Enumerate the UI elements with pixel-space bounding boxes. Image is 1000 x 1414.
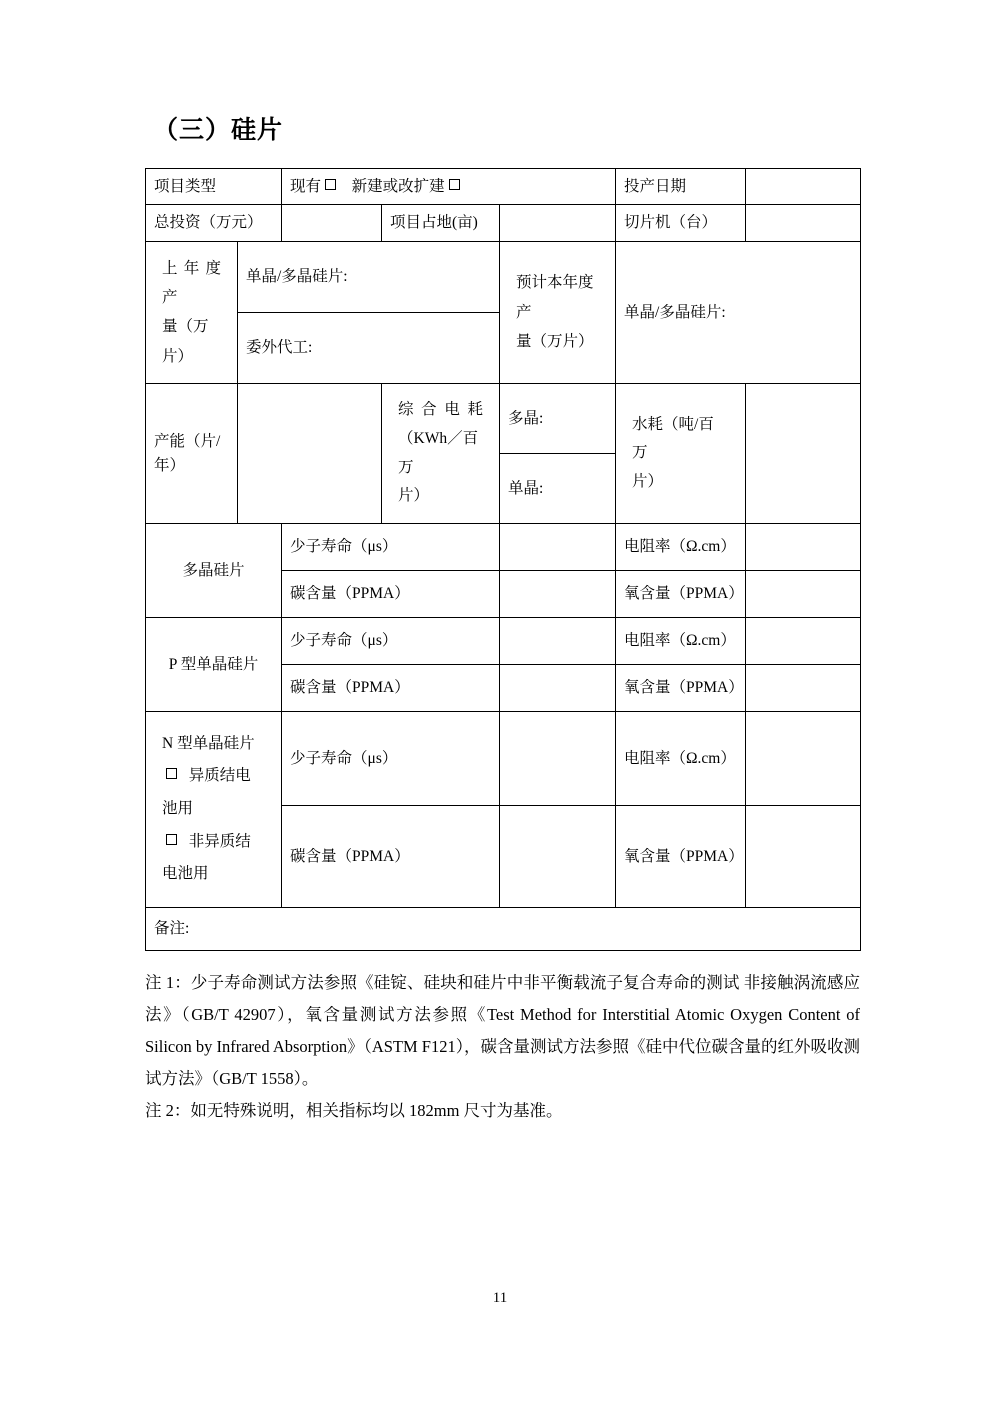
n-type-lifetime-label: 少子寿命（μs） — [282, 711, 500, 806]
multi-wafer-carbon-label: 碳含量（PPMA） — [282, 570, 500, 617]
existing-option-label: 现有 — [290, 178, 322, 195]
n-type-resistivity-label: 电阻率（Ω.cm） — [616, 711, 746, 806]
non-heterojunction-checkbox[interactable] — [166, 834, 177, 845]
p-type-carbon-value[interactable] — [500, 664, 616, 711]
notes-block — [145, 967, 860, 1128]
last-year-output-label-line1: 上 年 度 产 — [162, 259, 221, 306]
energy-multi-label[interactable]: 多晶: — [500, 384, 616, 454]
n-type-oxygen-value[interactable] — [746, 806, 861, 907]
slicer-count-label: 切片机（台） — [616, 205, 746, 241]
capacity-value[interactable] — [238, 384, 382, 524]
n-type-option-1[interactable] — [162, 760, 265, 825]
water-label-line1: 水耗（吨/百万 — [632, 415, 714, 462]
slicer-count-value[interactable] — [746, 205, 861, 241]
land-area-value[interactable] — [500, 205, 616, 241]
production-date-value[interactable] — [746, 169, 861, 205]
production-date-label: 投产日期 — [616, 169, 746, 205]
remark-label[interactable]: 备注: — [146, 907, 861, 950]
table-row-capacity-energy — [146, 384, 861, 454]
last-year-mono-multi-wafer[interactable]: 单晶/多晶硅片: — [238, 241, 500, 312]
water-label-line2: 片） — [632, 472, 664, 490]
multi-wafer-resistivity-value[interactable] — [746, 523, 861, 570]
energy-label-line1: 综 合 电 耗 — [398, 401, 484, 419]
n-type-wafer-name-cell — [146, 711, 282, 907]
multi-wafer-lifetime-value[interactable] — [500, 523, 616, 570]
p-type-resistivity-value[interactable] — [746, 617, 861, 664]
table-row-last-year-output-1 — [146, 241, 861, 312]
p-type-oxygen-label: 氧含量（PPMA） — [616, 664, 746, 711]
n-type-oxygen-label: 氧含量（PPMA） — [616, 806, 746, 907]
n-type-resistivity-value[interactable] — [746, 711, 861, 806]
non-heterojunction-label: 非异质结电池用 — [162, 832, 251, 883]
table-row-investment — [146, 205, 861, 241]
total-investment-label: 总投资（万元） — [146, 205, 282, 241]
project-type-label: 项目类型 — [146, 169, 282, 205]
note-2: 注 2：如无特殊说明，相关指标均以 182mm 尺寸为基准。 — [145, 1101, 563, 1121]
table-row-multi-wafer-1 — [146, 523, 861, 570]
water-consumption-label — [616, 384, 746, 524]
last-year-outsourced[interactable]: 委外代工: — [238, 312, 500, 383]
n-type-carbon-label: 碳含量（PPMA） — [282, 806, 500, 907]
multi-wafer-name: 多晶硅片 — [146, 523, 282, 617]
note-1: 注 1：少子寿命测试方法参照《硅锭、硅块和硅片中非平衡载流子复合寿命的测试 非接触涡流感应法》（GB/T 42907），氧含量测试方法参照《Test Method for Interstitial Atomic Oxygen Content of Silicon by Infrared Absorption》（ASTM F121），碳含量测试方法参照《硅中代位碳含量的红外吸收测试方法》（GB/T 1558）。 — [145, 972, 860, 1089]
p-type-carbon-label: 碳含量（PPMA） — [282, 664, 500, 711]
multi-wafer-carbon-value[interactable] — [500, 570, 616, 617]
project-type-options[interactable] — [282, 169, 616, 205]
last-year-output-label-line2: 量（万片） — [162, 318, 209, 365]
this-year-output-label — [500, 241, 616, 384]
new-expand-option-label: 新建或改扩建 — [351, 178, 445, 195]
multi-wafer-oxygen-value[interactable] — [746, 570, 861, 617]
page-content — [145, 110, 860, 1128]
table-row-remark — [146, 907, 861, 950]
silicon-wafer-form-table — [145, 168, 861, 951]
this-year-output-label-line2: 量（万片） — [516, 333, 594, 351]
table-row-project-type — [146, 169, 861, 205]
n-type-option-2[interactable] — [162, 826, 265, 891]
n-type-lifetime-value[interactable] — [500, 711, 616, 806]
table-row-n-type-1 — [146, 711, 861, 806]
last-year-output-label — [146, 241, 238, 384]
p-type-oxygen-value[interactable] — [746, 664, 861, 711]
water-consumption-value[interactable] — [746, 384, 861, 524]
energy-consumption-label — [382, 384, 500, 524]
p-type-lifetime-value[interactable] — [500, 617, 616, 664]
p-type-resistivity-label: 电阻率（Ω.cm） — [616, 617, 746, 664]
this-year-output-label-line1: 预计本年度产 — [516, 274, 594, 321]
n-type-carbon-value[interactable] — [500, 806, 616, 907]
energy-label-line2: （KWh／百万 — [398, 429, 479, 476]
land-area-label: 项目占地(亩) — [382, 205, 500, 241]
section-title: （三）硅片 — [153, 117, 284, 144]
heterojunction-label: 异质结电池用 — [162, 767, 251, 818]
energy-mono-label[interactable]: 单晶: — [500, 454, 616, 524]
multi-wafer-lifetime-label: 少子寿命（μs） — [282, 523, 500, 570]
multi-wafer-oxygen-label: 氧含量（PPMA） — [616, 570, 746, 617]
p-type-wafer-name: P 型单晶硅片 — [146, 617, 282, 711]
energy-label-line3: 片） — [398, 487, 430, 505]
table-row-p-type-1 — [146, 617, 861, 664]
capacity-label: 产能（片/年） — [146, 384, 238, 524]
heterojunction-checkbox[interactable] — [166, 768, 177, 779]
multi-wafer-resistivity-label: 电阻率（Ω.cm） — [616, 523, 746, 570]
existing-checkbox[interactable] — [325, 179, 336, 190]
p-type-lifetime-label: 少子寿命（μs） — [282, 617, 500, 664]
n-type-wafer-name: N 型单晶硅片 — [162, 734, 255, 752]
this-year-mono-multi-wafer[interactable]: 单晶/多晶硅片: — [616, 241, 861, 384]
page-number: 11 — [492, 1290, 508, 1306]
total-investment-value[interactable] — [282, 205, 382, 241]
new-expand-checkbox[interactable] — [449, 179, 460, 190]
